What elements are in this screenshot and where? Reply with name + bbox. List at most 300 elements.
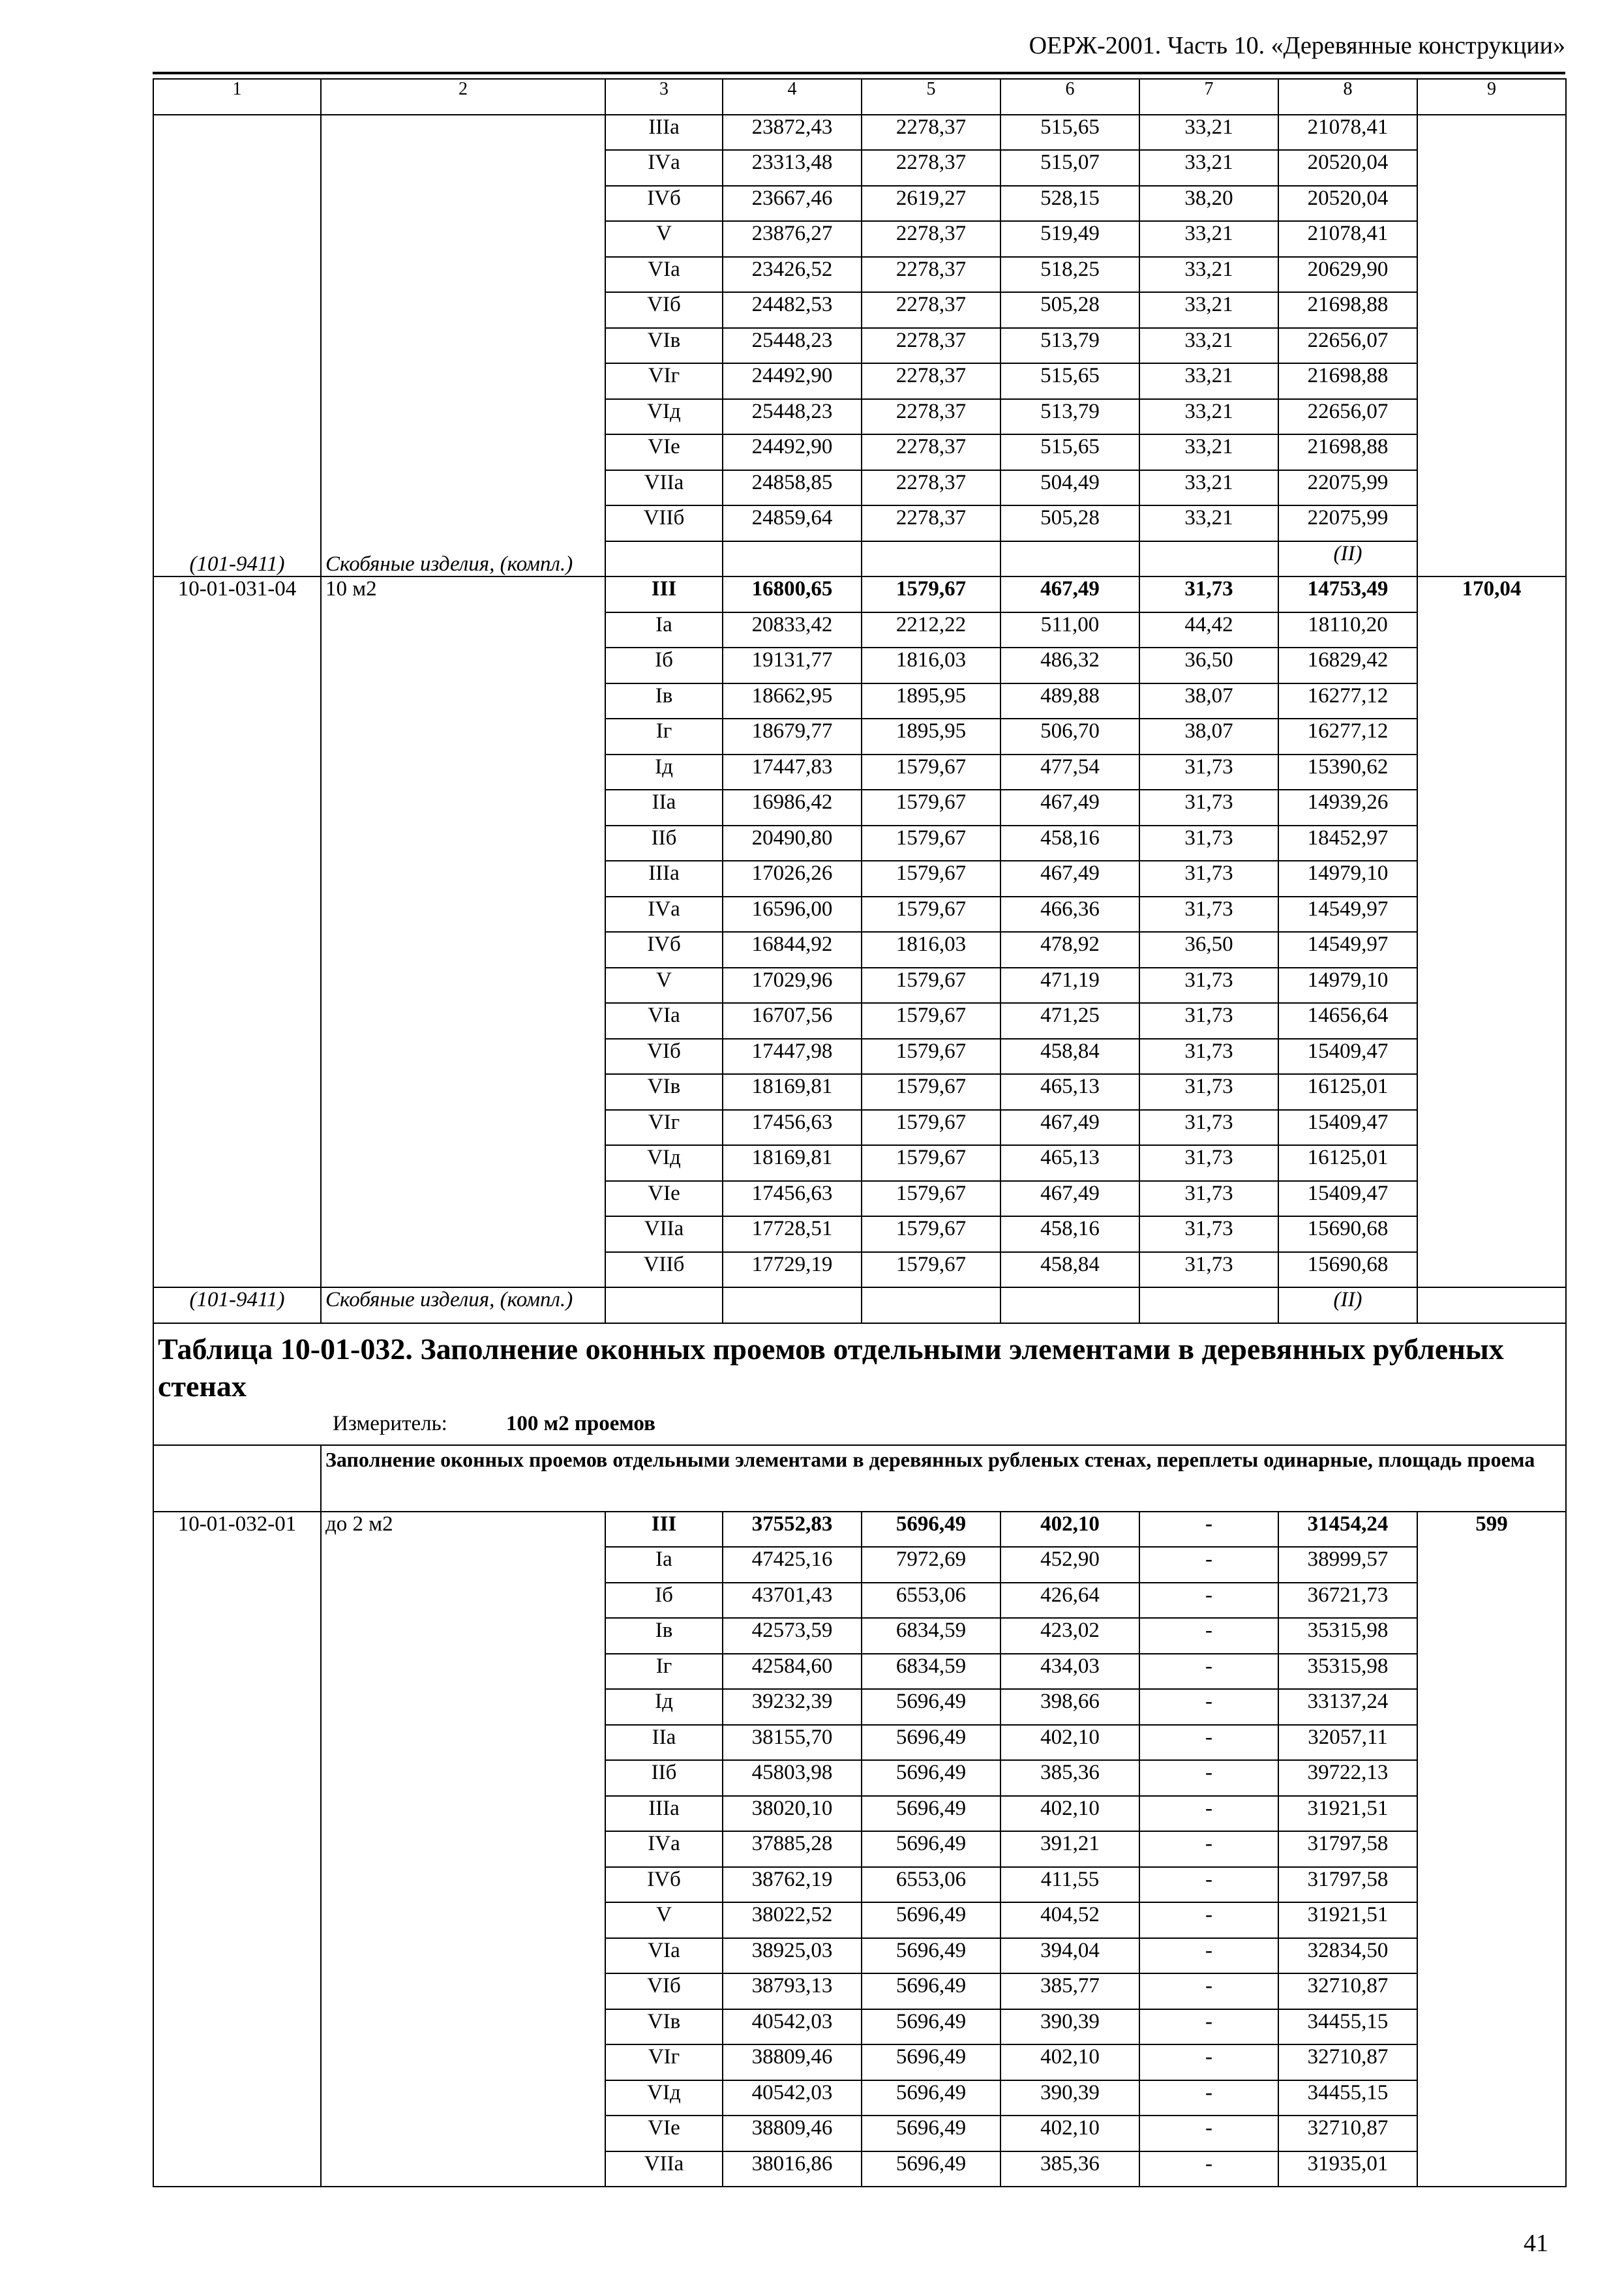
value-cell: 33,21 xyxy=(1139,221,1278,257)
value-cell: 33,21 xyxy=(1139,434,1278,470)
value-cell: 14549,97 xyxy=(1278,932,1417,968)
value-cell: - xyxy=(1139,1938,1278,1974)
value-cell: 14656,64 xyxy=(1278,1003,1417,1039)
value-cell: 17029,96 xyxy=(723,968,862,1004)
value-cell: 47425,16 xyxy=(723,1547,862,1583)
value-cell: 6553,06 xyxy=(862,1583,1000,1619)
value-cell: 35315,98 xyxy=(1278,1654,1417,1690)
value-cell: 5696,49 xyxy=(862,1760,1000,1796)
zone-cell: VIв xyxy=(605,1074,723,1110)
value-cell: 33,21 xyxy=(1139,292,1278,328)
value-cell: 16800,65 xyxy=(723,576,862,612)
value-cell: 465,13 xyxy=(1000,1074,1139,1110)
value-cell: 5696,49 xyxy=(862,1512,1000,1548)
value-cell: 24492,90 xyxy=(723,363,862,399)
value-cell: 390,39 xyxy=(1000,2080,1139,2116)
value-cell: 1895,95 xyxy=(862,719,1000,755)
value-cell: 34455,15 xyxy=(1278,2080,1417,2116)
value-cell: 5696,49 xyxy=(862,1902,1000,1938)
value-cell: 504,49 xyxy=(1000,470,1139,506)
value-cell: 1579,67 xyxy=(862,1145,1000,1181)
value-cell: 16829,42 xyxy=(1278,648,1417,683)
value-cell: 1579,67 xyxy=(862,968,1000,1004)
value-cell: 24492,90 xyxy=(723,434,862,470)
value-cell: 42584,60 xyxy=(723,1654,862,1690)
zone-cell: VIг xyxy=(605,2044,723,2080)
price-table xyxy=(153,78,1567,2187)
value-cell: 31,73 xyxy=(1139,1039,1278,1075)
column-number: 8 xyxy=(1278,79,1417,115)
value-cell: 16844,92 xyxy=(723,932,862,968)
value-cell: 1579,67 xyxy=(862,1110,1000,1146)
value-cell: 38999,57 xyxy=(1278,1547,1417,1583)
value-cell: 2619,27 xyxy=(862,186,1000,222)
value-cell: 6834,59 xyxy=(862,1618,1000,1654)
value-cell: 32834,50 xyxy=(1278,1938,1417,1974)
value-cell: 1579,67 xyxy=(862,1003,1000,1039)
value-cell: 1816,03 xyxy=(862,648,1000,683)
value-cell: 33137,24 xyxy=(1278,1689,1417,1725)
value-cell: 34455,15 xyxy=(1278,2009,1417,2045)
zone-cell: III xyxy=(605,576,723,612)
value-cell: 31,73 xyxy=(1139,576,1278,612)
value-cell: 31,73 xyxy=(1139,790,1278,826)
column-number-row xyxy=(153,79,1566,115)
note-name: Скобяные изделия, (компл.) xyxy=(321,1287,605,1323)
zone-cell: IVа xyxy=(605,150,723,186)
value-cell: 5696,49 xyxy=(862,1938,1000,1974)
zone-cell: VIв xyxy=(605,328,723,364)
zone-cell: V xyxy=(605,221,723,257)
value-cell: 33,21 xyxy=(1139,150,1278,186)
value-cell: 458,16 xyxy=(1000,826,1139,861)
unit-value: 100 м2 проемов xyxy=(505,1411,655,1435)
column-number: 5 xyxy=(862,79,1000,115)
value-cell: 20520,04 xyxy=(1278,186,1417,222)
value-cell: - xyxy=(1139,1654,1278,1690)
value-cell: 2278,37 xyxy=(862,363,1000,399)
zone-cell: Iд xyxy=(605,1689,723,1725)
zone-cell: IIIа xyxy=(605,861,723,897)
value-cell: 22656,07 xyxy=(1278,399,1417,435)
value-cell: 486,32 xyxy=(1000,648,1139,683)
value-cell: 20520,04 xyxy=(1278,150,1417,186)
value-cell: 16986,42 xyxy=(723,790,862,826)
value-cell: 6834,59 xyxy=(862,1654,1000,1690)
value-cell: 385,77 xyxy=(1000,1973,1139,2009)
value-cell: 22656,07 xyxy=(1278,328,1417,364)
item-code: 10-01-031-04 xyxy=(153,576,321,1287)
value-cell: 423,02 xyxy=(1000,1618,1139,1654)
value-cell: 17729,19 xyxy=(723,1252,862,1288)
value-cell: 33,21 xyxy=(1139,115,1278,151)
value-cell: 385,36 xyxy=(1000,1760,1139,1796)
value-cell: 2278,37 xyxy=(862,505,1000,541)
value-cell: - xyxy=(1139,1689,1278,1725)
value-cell: 37885,28 xyxy=(723,1831,862,1867)
zone-cell: IIIа xyxy=(605,1796,723,1832)
value-cell: 390,39 xyxy=(1000,2009,1139,2045)
item-name: 10 м2 xyxy=(321,576,605,1287)
zone-cell: IVб xyxy=(605,932,723,968)
value-cell: 18679,77 xyxy=(723,719,862,755)
value-cell: 23667,46 xyxy=(723,186,862,222)
empty-cell xyxy=(723,1287,862,1323)
value-cell: 31797,58 xyxy=(1278,1831,1417,1867)
table-row xyxy=(153,576,1566,612)
value-cell: 6553,06 xyxy=(862,1867,1000,1903)
value-cell: 31935,01 xyxy=(1278,2151,1417,2187)
note-class: (II) xyxy=(1278,541,1417,577)
value-cell: 2278,37 xyxy=(862,399,1000,435)
zone-cell: VIа xyxy=(605,1938,723,1974)
column-number: 9 xyxy=(1417,79,1566,115)
value-cell: 15409,47 xyxy=(1278,1110,1417,1146)
value-cell: 17728,51 xyxy=(723,1216,862,1252)
value-cell: 38809,46 xyxy=(723,2044,862,2080)
zone-cell: IIа xyxy=(605,1725,723,1761)
zone-cell: VIб xyxy=(605,1973,723,2009)
item-code: 10-01-032-01 xyxy=(153,1512,321,2187)
value-cell: 5696,49 xyxy=(862,2009,1000,2045)
table-row xyxy=(153,1512,1566,1548)
value-cell: 402,10 xyxy=(1000,2044,1139,2080)
value-cell: 38793,13 xyxy=(723,1973,862,2009)
column-number: 7 xyxy=(1139,79,1278,115)
value-cell: 471,19 xyxy=(1000,968,1139,1004)
value-cell: 14549,97 xyxy=(1278,897,1417,933)
value-cell: 2278,37 xyxy=(862,150,1000,186)
value-cell: 1579,67 xyxy=(862,861,1000,897)
value-cell: 402,10 xyxy=(1000,1725,1139,1761)
value-cell: 38,07 xyxy=(1139,719,1278,755)
zone-cell: IIа xyxy=(605,790,723,826)
zone-cell: VIе xyxy=(605,1181,723,1217)
value-cell: 31,73 xyxy=(1139,1252,1278,1288)
value-cell: 452,90 xyxy=(1000,1547,1139,1583)
value-cell: - xyxy=(1139,1547,1278,1583)
empty-cell xyxy=(1000,1287,1139,1323)
value-cell: 513,79 xyxy=(1000,328,1139,364)
zone-cell: VIIб xyxy=(605,1252,723,1288)
value-cell: 31,73 xyxy=(1139,861,1278,897)
value-cell: 426,64 xyxy=(1000,1583,1139,1619)
value-cell: 5696,49 xyxy=(862,1689,1000,1725)
value-cell: 31921,51 xyxy=(1278,1902,1417,1938)
value-cell: 19131,77 xyxy=(723,648,862,683)
value-cell: - xyxy=(1139,2116,1278,2151)
value-cell: 1816,03 xyxy=(862,932,1000,968)
zone-cell: VIв xyxy=(605,2009,723,2045)
value-cell: 15409,47 xyxy=(1278,1039,1417,1075)
value-cell: 38925,03 xyxy=(723,1938,862,1974)
value-cell: 16277,12 xyxy=(1278,683,1417,719)
value-cell: 23426,52 xyxy=(723,257,862,293)
value-cell: - xyxy=(1139,1512,1278,1548)
value-cell: 1579,67 xyxy=(862,790,1000,826)
value-cell: 18110,20 xyxy=(1278,612,1417,648)
value-cell: 32710,87 xyxy=(1278,2044,1417,2080)
value-cell: 458,84 xyxy=(1000,1039,1139,1075)
value-cell: 40542,03 xyxy=(723,2080,862,2116)
value-cell: 17026,26 xyxy=(723,861,862,897)
value-cell: 515,07 xyxy=(1000,150,1139,186)
empty-cell xyxy=(862,1287,1000,1323)
section-desc-row xyxy=(153,1445,1566,1512)
value-cell: 1579,67 xyxy=(862,1252,1000,1288)
value-cell: 25448,23 xyxy=(723,328,862,364)
value-cell: - xyxy=(1139,1973,1278,2009)
value-cell: 467,49 xyxy=(1000,790,1139,826)
value-cell: 23876,27 xyxy=(723,221,862,257)
value-cell: 467,49 xyxy=(1000,1110,1139,1146)
value-cell: 43701,43 xyxy=(723,1583,862,1619)
zone-cell: V xyxy=(605,968,723,1004)
empty-cell xyxy=(605,541,723,577)
value-cell: 16596,00 xyxy=(723,897,862,933)
value-cell: 402,10 xyxy=(1000,1796,1139,1832)
value-cell: 402,10 xyxy=(1000,1512,1139,1548)
value-cell: 458,84 xyxy=(1000,1252,1139,1288)
zone-cell: VIе xyxy=(605,2116,723,2151)
zone-cell: Iа xyxy=(605,1547,723,1583)
value-cell: 21698,88 xyxy=(1278,292,1417,328)
value-cell: 467,49 xyxy=(1000,861,1139,897)
value-cell: 38016,86 xyxy=(723,2151,862,2187)
value-cell: 5696,49 xyxy=(862,2151,1000,2187)
value-cell: 5696,49 xyxy=(862,1796,1000,1832)
note-class: (II) xyxy=(1278,1287,1417,1323)
value-cell: 17447,83 xyxy=(723,755,862,790)
value-cell: 477,54 xyxy=(1000,755,1139,790)
page-header: ОЕРЖ-2001. Часть 10. «Деревянные конструкции» xyxy=(1029,32,1565,59)
value-cell: 1579,67 xyxy=(862,1181,1000,1217)
value-cell: 528,15 xyxy=(1000,186,1139,222)
value-cell: 15390,62 xyxy=(1278,755,1417,790)
value-cell: 15690,68 xyxy=(1278,1252,1417,1288)
value-cell: 36,50 xyxy=(1139,932,1278,968)
value-cell: 31,73 xyxy=(1139,826,1278,861)
column-number: 4 xyxy=(723,79,862,115)
value-cell: 1579,67 xyxy=(862,1039,1000,1075)
value-cell: 16125,01 xyxy=(1278,1145,1417,1181)
value-cell: 23872,43 xyxy=(723,115,862,151)
value-cell: 385,36 xyxy=(1000,2151,1139,2187)
labor-cell: 599 xyxy=(1417,1512,1566,2187)
value-cell: 505,28 xyxy=(1000,505,1139,541)
zone-cell: IIIа xyxy=(605,115,723,151)
unit-label: Измеритель: xyxy=(333,1411,447,1435)
value-cell: 2278,37 xyxy=(862,434,1000,470)
empty-cell xyxy=(1139,541,1278,577)
zone-cell: VIг xyxy=(605,1110,723,1146)
value-cell: 1579,67 xyxy=(862,1216,1000,1252)
value-cell: 1579,67 xyxy=(862,576,1000,612)
value-cell: 5696,49 xyxy=(862,1831,1000,1867)
value-cell: 404,52 xyxy=(1000,1902,1139,1938)
value-cell: 38155,70 xyxy=(723,1725,862,1761)
empty-cell xyxy=(153,1445,321,1512)
zone-cell: VIд xyxy=(605,2080,723,2116)
value-cell: 23313,48 xyxy=(723,150,862,186)
zone-cell: VIг xyxy=(605,363,723,399)
value-cell: 31,73 xyxy=(1139,1003,1278,1039)
table-title-cell xyxy=(153,1323,1566,1445)
value-cell: 519,49 xyxy=(1000,221,1139,257)
value-cell: 31797,58 xyxy=(1278,1867,1417,1903)
zone-cell: Iв xyxy=(605,1618,723,1654)
column-number: 2 xyxy=(321,79,605,115)
zone-cell: Iв xyxy=(605,683,723,719)
value-cell: 506,70 xyxy=(1000,719,1139,755)
value-cell: 2278,37 xyxy=(862,221,1000,257)
value-cell: 33,21 xyxy=(1139,399,1278,435)
zone-cell: Iб xyxy=(605,648,723,683)
value-cell: 44,42 xyxy=(1139,612,1278,648)
value-cell: 33,21 xyxy=(1139,470,1278,506)
value-cell: 35315,98 xyxy=(1278,1618,1417,1654)
page-number: 41 xyxy=(1524,2230,1548,2257)
value-cell: 31,73 xyxy=(1139,968,1278,1004)
value-cell: 38762,19 xyxy=(723,1867,862,1903)
table-title: Таблица 10-01-032. Заполнение оконных проемов отдельными элементами в деревянных рубленых стенах xyxy=(158,1332,1504,1403)
value-cell: 515,65 xyxy=(1000,115,1139,151)
column-number: 1 xyxy=(153,79,321,115)
value-cell: 24858,85 xyxy=(723,470,862,506)
value-cell: 471,25 xyxy=(1000,1003,1139,1039)
value-cell: 37552,83 xyxy=(723,1512,862,1548)
value-cell: 394,04 xyxy=(1000,1938,1139,1974)
zone-cell: VIIа xyxy=(605,2151,723,2187)
zone-cell: VIIб xyxy=(605,505,723,541)
zone-cell: IIб xyxy=(605,826,723,861)
header-rule xyxy=(153,72,1565,74)
value-cell: 2278,37 xyxy=(862,257,1000,293)
value-cell: 513,79 xyxy=(1000,399,1139,435)
unit-line xyxy=(158,1412,1561,1435)
value-cell: 39232,39 xyxy=(723,1689,862,1725)
value-cell: 31,73 xyxy=(1139,755,1278,790)
value-cell: 20490,80 xyxy=(723,826,862,861)
value-cell: 5696,49 xyxy=(862,2116,1000,2151)
value-cell: 1579,67 xyxy=(862,1074,1000,1110)
value-cell: 14979,10 xyxy=(1278,861,1417,897)
value-cell: 21078,41 xyxy=(1278,115,1417,151)
zone-cell: Iг xyxy=(605,1654,723,1690)
value-cell: 39722,13 xyxy=(1278,1760,1417,1796)
value-cell: 391,21 xyxy=(1000,1831,1139,1867)
value-cell: 478,92 xyxy=(1000,932,1139,968)
value-cell: - xyxy=(1139,1902,1278,1938)
value-cell: 16277,12 xyxy=(1278,719,1417,755)
value-cell: 36721,73 xyxy=(1278,1583,1417,1619)
zone-cell: Iб xyxy=(605,1583,723,1619)
value-cell: 2278,37 xyxy=(862,115,1000,151)
value-cell: 505,28 xyxy=(1000,292,1139,328)
value-cell: - xyxy=(1139,2009,1278,2045)
value-cell: 22075,99 xyxy=(1278,505,1417,541)
value-cell: - xyxy=(1139,2151,1278,2187)
zone-cell: IIб xyxy=(605,1760,723,1796)
value-cell: 20629,90 xyxy=(1278,257,1417,293)
item-name: до 2 м2 xyxy=(321,1512,605,2187)
value-cell: 32710,87 xyxy=(1278,2116,1417,2151)
zone-cell: VIIа xyxy=(605,470,723,506)
value-cell: 18662,95 xyxy=(723,683,862,719)
value-cell: 31454,24 xyxy=(1278,1512,1417,1548)
value-cell: 33,21 xyxy=(1139,328,1278,364)
zone-cell: VIа xyxy=(605,257,723,293)
value-cell: 21698,88 xyxy=(1278,434,1417,470)
value-cell: 398,66 xyxy=(1000,1689,1139,1725)
value-cell: - xyxy=(1139,1796,1278,1832)
value-cell: - xyxy=(1139,1760,1278,1796)
value-cell: 17447,98 xyxy=(723,1039,862,1075)
value-cell: 467,49 xyxy=(1000,576,1139,612)
zone-cell: VIа xyxy=(605,1003,723,1039)
value-cell: 515,65 xyxy=(1000,434,1139,470)
value-cell: 1579,67 xyxy=(862,755,1000,790)
table-row xyxy=(153,115,1566,151)
value-cell: 42573,59 xyxy=(723,1618,862,1654)
note-code: (101-9411) xyxy=(153,1287,321,1323)
value-cell: 1895,95 xyxy=(862,683,1000,719)
value-cell: 32057,11 xyxy=(1278,1725,1417,1761)
value-cell: 31,73 xyxy=(1139,1145,1278,1181)
labor-cell: 170,04 xyxy=(1417,576,1566,1287)
value-cell: 466,36 xyxy=(1000,897,1139,933)
section-description: Заполнение оконных проемов отдельными элементами в деревянных рубленых стенах, переплеты одинарные, площадь проема xyxy=(321,1445,1566,1512)
value-cell: 2278,37 xyxy=(862,292,1000,328)
value-cell: 24859,64 xyxy=(723,505,862,541)
value-cell: 14979,10 xyxy=(1278,968,1417,1004)
value-cell: 402,10 xyxy=(1000,2116,1139,2151)
empty-cell xyxy=(723,541,862,577)
value-cell: 5696,49 xyxy=(862,2080,1000,2116)
zone-cell: IVа xyxy=(605,1831,723,1867)
zone-cell: VIб xyxy=(605,292,723,328)
value-cell: - xyxy=(1139,2044,1278,2080)
value-cell: 33,21 xyxy=(1139,257,1278,293)
zone-cell: V xyxy=(605,1902,723,1938)
value-cell: 38,20 xyxy=(1139,186,1278,222)
value-cell: - xyxy=(1139,1831,1278,1867)
empty-cell xyxy=(1000,541,1139,577)
note-row xyxy=(153,1287,1566,1323)
empty-cell xyxy=(1139,1287,1278,1323)
value-cell: 2278,37 xyxy=(862,470,1000,506)
value-cell: 18452,97 xyxy=(1278,826,1417,861)
empty-cell xyxy=(862,541,1000,577)
value-cell: 38809,46 xyxy=(723,2116,862,2151)
value-cell: 5696,49 xyxy=(862,1973,1000,2009)
note-code: (101-9411) xyxy=(153,115,321,577)
value-cell: 24482,53 xyxy=(723,292,862,328)
value-cell: 31,73 xyxy=(1139,1074,1278,1110)
zone-cell: Iд xyxy=(605,755,723,790)
value-cell: 25448,23 xyxy=(723,399,862,435)
value-cell: 32710,87 xyxy=(1278,1973,1417,2009)
zone-cell: VIIа xyxy=(605,1216,723,1252)
value-cell: 1579,67 xyxy=(862,826,1000,861)
value-cell: 17456,63 xyxy=(723,1110,862,1146)
value-cell: - xyxy=(1139,1583,1278,1619)
value-cell: 31921,51 xyxy=(1278,1796,1417,1832)
value-cell: 434,03 xyxy=(1000,1654,1139,1690)
column-number: 3 xyxy=(605,79,723,115)
zone-cell: III xyxy=(605,1512,723,1548)
value-cell: - xyxy=(1139,2080,1278,2116)
